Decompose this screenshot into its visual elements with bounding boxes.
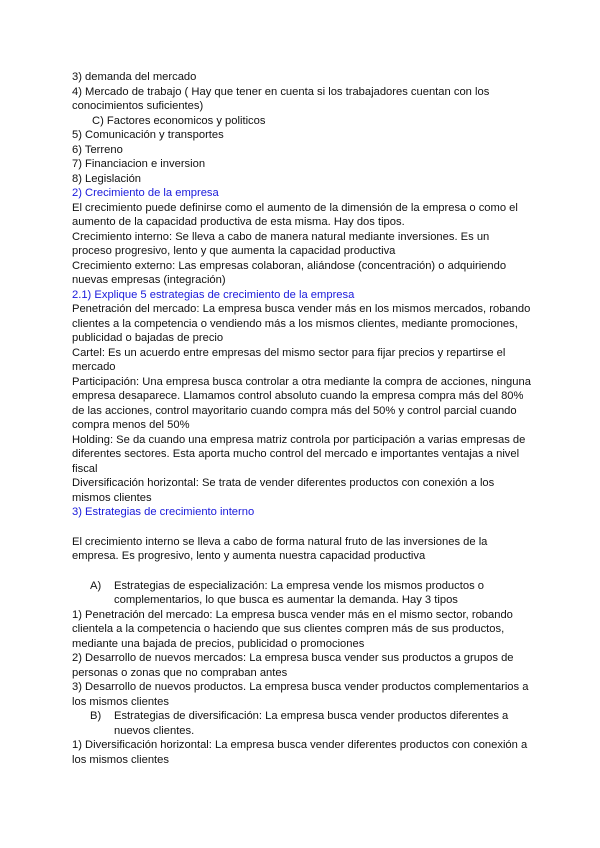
list-item: 3) demanda del mercado bbox=[72, 71, 197, 83]
paragraph: Penetración del mercado: La empresa busca vender más en los mismos mercados, robando clientes a la competencia o vendiendo más a los mismos clientes, mediante promociones, publicidad o bajadas de precio bbox=[72, 303, 531, 344]
paragraph: Cartel: Es un acuerdo entre empresas del mismo sector para fijar precios y repartirse el mercado bbox=[72, 346, 506, 373]
paragraph: 2) Desarrollo de nuevos mercados: La empresa busca vender sus productos a grupos de personas o zonas que no compraban antes bbox=[72, 652, 514, 679]
spacer bbox=[72, 520, 532, 535]
section-heading: 3) Estrategias de crecimiento interno bbox=[72, 506, 255, 518]
list-item: 8) Legislación bbox=[72, 172, 142, 185]
subsection-heading: C) Factores economicos y politicos bbox=[92, 114, 266, 127]
paragraph: Holding: Se da cuando una empresa matriz controla por participación a varias empresas de diferentes sectores. Esta aporta mucho control del mercado e importantes ventajas a nivel fiscal bbox=[72, 433, 526, 475]
paragraph: 1) Diversificación horizontal: La empresa busca vender diferentes productos con conexión a los mismos clientes bbox=[72, 739, 528, 766]
section-heading: 2.1) Explique 5 estrategias de crecimiento de la empresa bbox=[72, 288, 355, 301]
section-heading: 2) Crecimiento de la empresa bbox=[72, 187, 219, 199]
list-item: 6) Terreno bbox=[72, 143, 123, 156]
spacer bbox=[72, 564, 532, 579]
paragraph: Crecimiento externo: Las empresas colaboran, aliándose (concentración) o adquiriendo nuevas empresas (integración) bbox=[72, 259, 507, 286]
lettered-item-b bbox=[72, 709, 532, 738]
item-text: Estrategias de diversificación: La empresa busca vender productos diferentes a nuevos clientes. bbox=[114, 710, 509, 737]
list-item: 7) Financiacion e inversion bbox=[72, 158, 206, 170]
document-page bbox=[72, 70, 532, 767]
paragraph: Diversificación horizontal: Se trata de vender diferentes productos con conexión a los mismos clientes bbox=[72, 477, 495, 504]
lettered-item-a bbox=[72, 579, 532, 608]
paragraph: El crecimiento interno se lleva a cabo de forma natural fruto de las inversiones de la empresa. Es progresivo, lento y aumenta nuestra capacidad productiva bbox=[72, 535, 488, 562]
item-marker: A) bbox=[90, 579, 102, 592]
list-item: 4) Mercado de trabajo ( Hay que tener en cuenta si los trabajadores cuentan con los conocimientos suficientes) bbox=[72, 85, 490, 112]
item-text: Estrategias de especialización: La empresa vende los mismos productos o complementarios, lo que busca es aumentar la demanda. Hay 3 tipos bbox=[114, 579, 485, 606]
paragraph: 3) Desarrollo de nuevos productos. La empresa busca vender productos complementarios a los mismos clientes bbox=[72, 681, 529, 708]
paragraph: El crecimiento puede definirse como el aumento de la dimensión de la empresa o como el aumento de la capacidad productiva de esta misma. Hay dos tipos. bbox=[72, 201, 518, 228]
paragraph: Participación: Una empresa busca controlar a otra mediante la compra de acciones, ninguna empresa desaparece. Llamamos control absoluto cuando la empresa compra más del 80% de las acciones, control mayoritario cuando compra más del 50% y control parcial cuando compra menos del 50% bbox=[72, 375, 531, 431]
item-marker: B) bbox=[90, 710, 102, 722]
paragraph: 1) Penetración del mercado: La empresa busca vender más en el mismo sector, robando clientela a la competencia o haciendo que sus clientes compren más de sus productos, mediante una bajada de precios, publicidad o promociones bbox=[72, 608, 513, 650]
list-item: 5) Comunicación y transportes bbox=[72, 129, 224, 141]
paragraph: Crecimiento interno: Se lleva a cabo de manera natural mediante inversiones. Es un proceso progresivo, lento y que aumenta la capacidad productiva bbox=[72, 230, 490, 257]
